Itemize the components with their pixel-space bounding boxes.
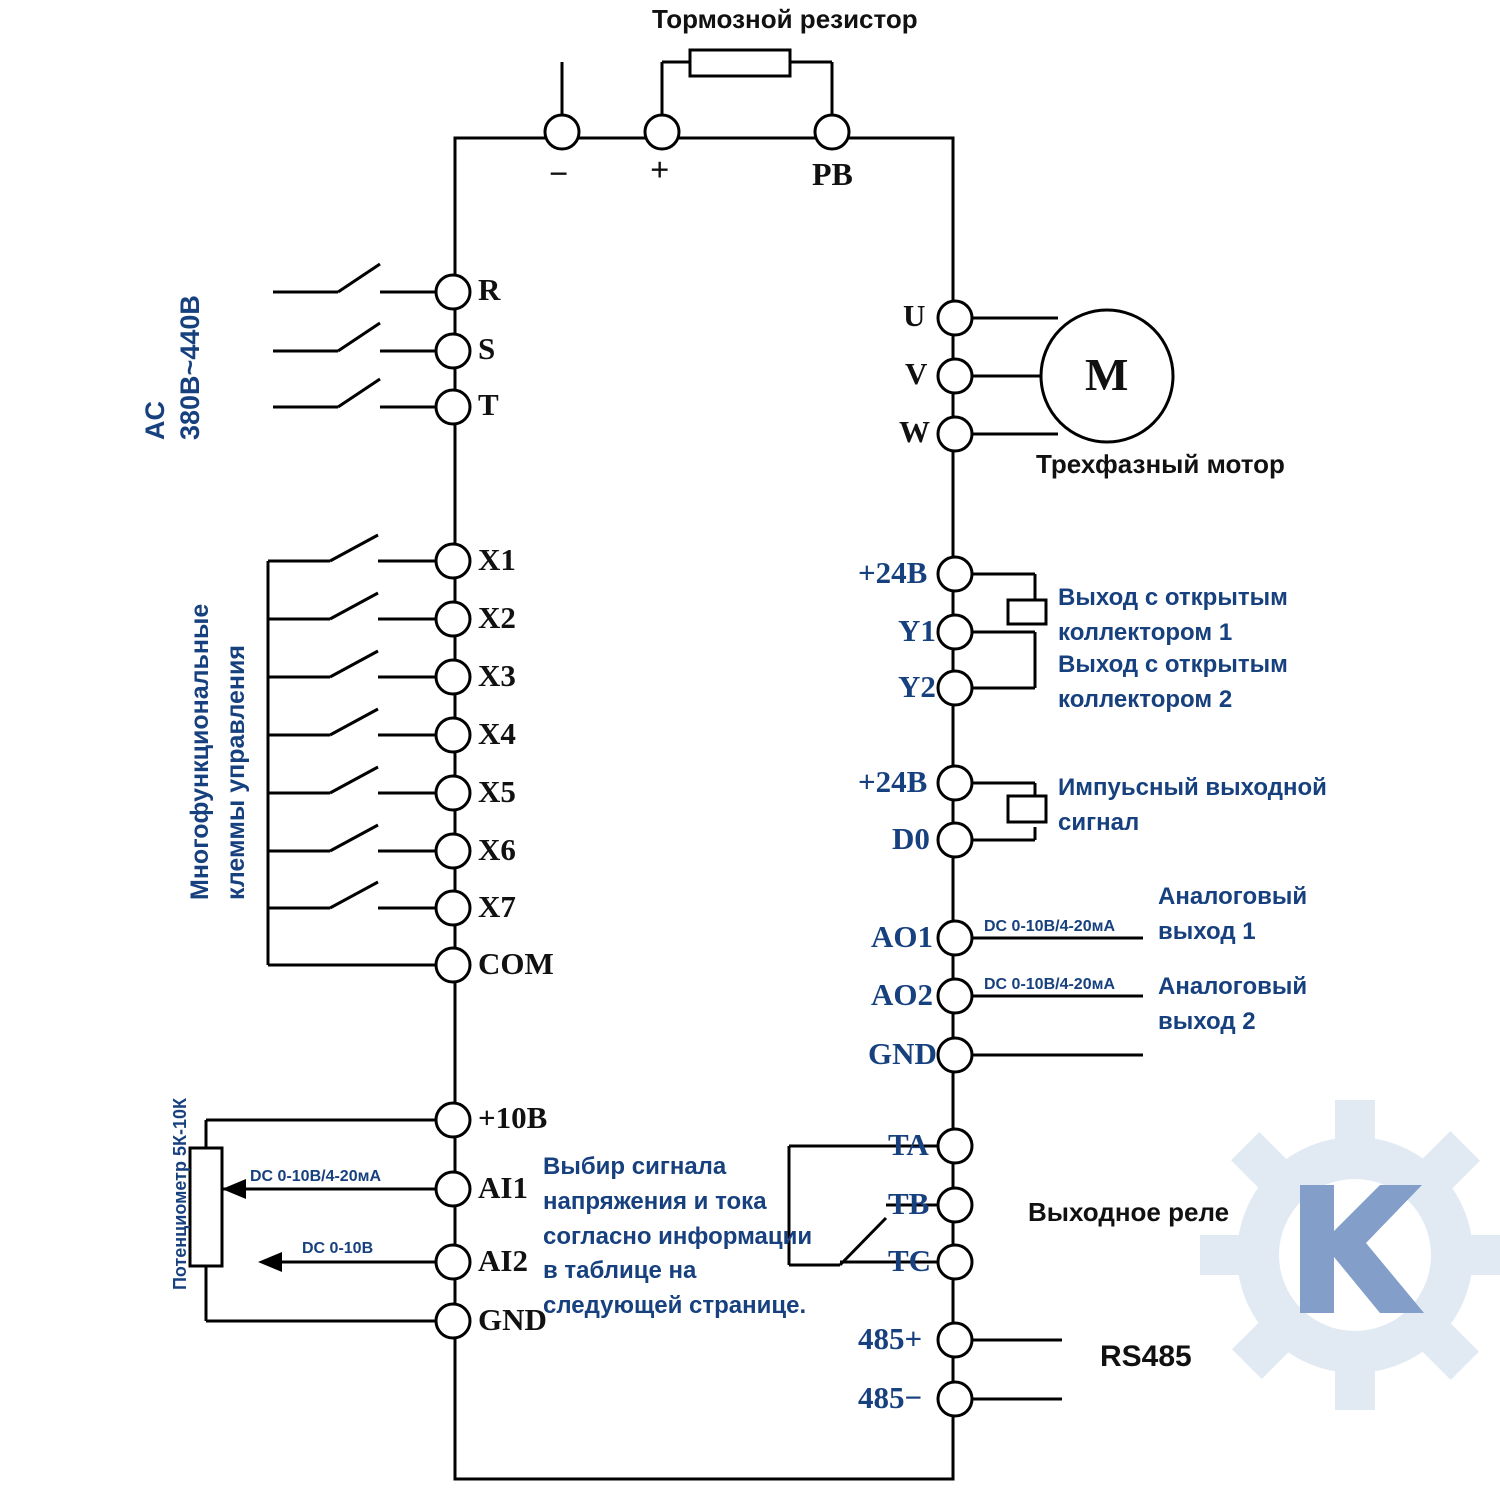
pulse-output-line2: сигнал [1058,808,1140,836]
ai2-arrow [258,1252,282,1272]
terminal-label-minus: − [549,156,569,193]
open-collector-2-line2: коллектором 2 [1058,685,1233,713]
multifunction-terminals-line2: клеммы управления [222,645,250,900]
terminal-label-ai1: AI1 [478,1170,528,1205]
terminal-label-485m: 485− [858,1380,923,1415]
ac-supply-line1: AC [140,401,170,440]
terminal-label-r: R [478,272,501,307]
analog-output-1-line1: Аналоговый [1158,883,1308,910]
ai1-arrow [222,1179,246,1199]
terminal-label-x5: X5 [478,774,516,809]
terminal-label-com: COM [478,946,554,981]
terminal-label-plus: + [650,152,670,189]
terminal-label-485p: 485+ [858,1321,923,1356]
signal-note-line4: в таблице на [543,1257,697,1285]
rs485-label: RS485 [1100,1340,1192,1373]
terminal-label-u: U [903,298,926,333]
terminal-label-10v: +10В [478,1100,548,1135]
brake-resistor-symbol [690,50,790,76]
open-collector-2-line1: Выход с открытым [1058,651,1288,678]
signal-note-line1: Выбир сигнала [543,1153,727,1180]
terminal-label-x1: X1 [478,542,516,577]
ao1-range-label: DC 0-10В/4-20мА [984,918,1115,935]
rs485-wiring [971,1340,1062,1399]
output-relay-label: Выходное реле [1028,1197,1230,1227]
potentiometer-label: Потенциометр 5К-10К [170,1098,190,1290]
ai1-range-label: DC 0-10В/4-20мА [250,1168,381,1185]
motor-symbol-label: M [1085,349,1129,400]
terminal-label-t: T [478,387,499,422]
analog-output-2-line1: Аналоговый [1158,973,1308,1000]
terminal-label-24v-2: +24В [858,764,928,799]
terminal-label-x4: X4 [478,716,516,751]
analog-output-1-line2: выход 1 [1158,917,1256,945]
open-collector-wiring [971,574,1046,688]
digital-input-switches [268,535,437,965]
ac-supply-label [175,295,206,440]
ao2-range-label: DC 0-10В/4-20мА [984,976,1115,993]
multifunction-terminals-line1: Многофункциональные [186,603,214,900]
terminal-label-x3: X3 [478,658,516,693]
ac-input-switches [273,264,437,407]
analog-output-2-label [1158,970,1307,1040]
terminal-label-s: S [478,331,496,366]
terminal-label-v: V [905,356,928,391]
terminal-label-x7: X7 [478,889,516,924]
terminal-label-pb: PB [812,156,853,192]
terminal-label-w: W [899,414,930,449]
three-phase-motor-label: Трехфазный мотор [1036,449,1285,479]
brake-resistor-label: Тормозной резистор [652,4,918,34]
terminal-label-ta: TA [888,1127,929,1162]
terminal-label-y1: Y1 [898,613,936,648]
pulse-output-label [1058,771,1327,841]
signal-note-line2: напряжения и тока [543,1187,767,1215]
ac-supply-label-2 [140,401,171,440]
terminal-label-ao1: AO1 [871,919,933,954]
signal-note [543,1150,812,1324]
terminal-label-gnd-in: GND [478,1302,547,1337]
signal-note-line3: согласно информации [543,1222,813,1250]
terminal-label-y2: Y2 [898,669,936,704]
signal-note-line5: следующей странице. [543,1292,807,1320]
pulse-output-line1: Импуьсный выходной [1058,774,1327,801]
pulse-output-wiring [971,783,1046,840]
analog-output-2-line2: выход 2 [1158,1007,1256,1035]
open-collector-1-line2: коллектором 1 [1058,618,1233,646]
terminal-label-tc: TC [888,1243,932,1278]
watermark-logo [1200,1100,1500,1410]
terminal-label-gnd-out: GND [868,1036,937,1071]
terminal-label-ao2: AO2 [871,977,933,1012]
ai2-range-label: DC 0-10В [302,1240,374,1257]
analog-output-1-label [1158,880,1307,950]
terminal-label-x2: X2 [478,600,516,635]
terminal-label-do: D0 [892,821,930,856]
terminal-label-x6: X6 [478,832,516,867]
open-collector-1-line1: Выход с открытым [1058,584,1288,611]
open-collector-1-label [1058,581,1288,651]
ac-supply-line2: 380В~440В [175,295,205,440]
analog-output-wiring [971,938,1143,1055]
terminal-label-ai2: AI2 [478,1243,528,1278]
potentiometer-wiring [190,1120,437,1321]
open-collector-2-label [1058,648,1288,718]
motor-wiring [971,310,1173,442]
terminal-label-tb: TB [888,1186,930,1221]
terminal-label-24v-1: +24В [858,555,928,590]
